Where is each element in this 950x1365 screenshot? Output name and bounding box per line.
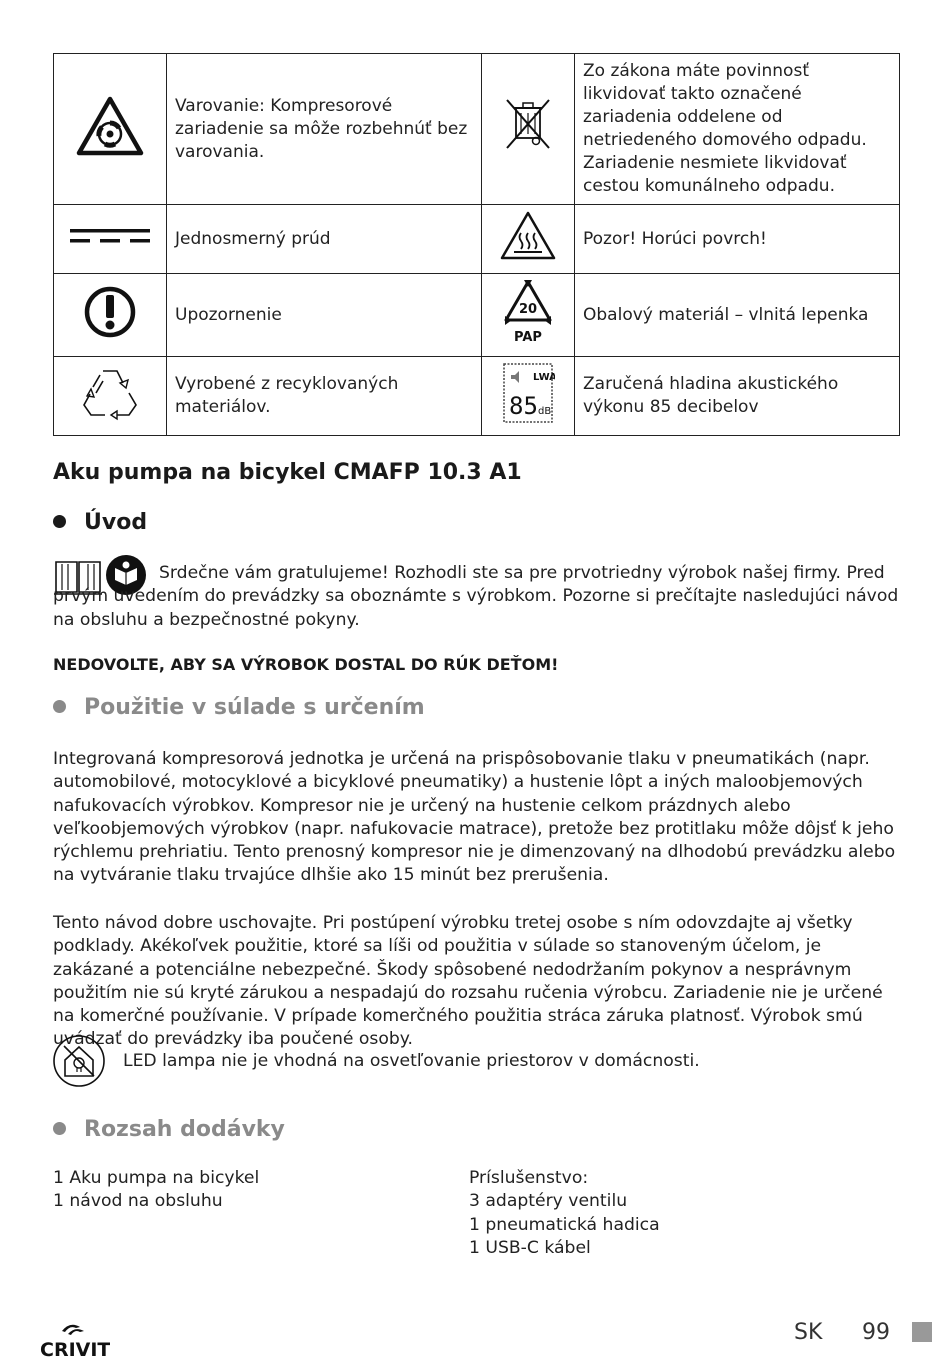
- symbol-description: Upozornenie: [167, 274, 482, 357]
- list-item: 1 návod na obsluhu: [53, 1191, 223, 1212]
- page-number: 99: [862, 1320, 890, 1345]
- page-marker: [912, 1322, 932, 1342]
- intro-paragraph: Srdečne vám gratulujeme! Rozhodli ste sa pre prvotriedny výrobok našej firmy. Pred prvým uvedením do prevádzky sa oboznámte s výrobkom. Pozorne si prečítajte nasledujúci návod na obsluhu a bezpečnostné pokyny.: [53, 563, 899, 630]
- moving-parts-warning-icon: [75, 142, 145, 162]
- icon-cell: [54, 274, 167, 357]
- intended-use-paragraph-2: Tento návod dobre uschovajte. Pri postúpení výrobku tretej osobe s ním odovzdajte aj všetky podklady. Akékoľvek použitie, ktoré sa líši od použitia v súlade so stanoveným účelom, je zakázané a potenciálne nebezpečné. Škody spôsobené nedodržaním pokynov a nesprávnym použitím nie sú kryté zárukou a nespadajú do rozsahu ručenia výrobcu. Zariadenie nie je určené na komerčné používanie. V prípade komerčného použitia stráca záruka platnosť. Výrobok smú uvádzať do prevádzky iba poučené osoby.: [53, 913, 883, 1050]
- symbol-description: Jednosmerný prúd: [167, 205, 482, 274]
- icon-cell: [482, 274, 575, 357]
- heading-text: Úvod: [84, 510, 148, 535]
- symbol-description: Zo zákona máte povinnosť likvidovať takto označené zariadenia oddelene od netriedeného domového odpadu. Zariadenie nesmiete likvidovať cestou komunálneho odpadu.: [575, 54, 900, 205]
- table-row: [54, 54, 900, 205]
- no-household-lighting-icon: [52, 1034, 106, 1092]
- list-item: 1 Aku pumpa na bicykel: [53, 1168, 260, 1188]
- list-item: 1 pneumatická hadica: [469, 1214, 660, 1235]
- recycle-code-number: 20: [518, 301, 538, 317]
- symbol-description: Zaručená hladina akustického výkonu 85 decibelov: [575, 357, 900, 436]
- table-row: [54, 205, 900, 274]
- crivit-logo: [40, 1321, 110, 1365]
- delivery-list-left: [53, 1167, 259, 1214]
- symbols-table: [53, 53, 900, 436]
- icon-cell: [54, 205, 167, 274]
- section-heading-intro: [53, 510, 147, 535]
- symbol-description: Obalový materiál – vlnitá lepenka: [575, 274, 900, 357]
- sound-power-label-icon: [501, 371, 555, 430]
- icon-cell: [54, 357, 167, 436]
- heading-text: Použitie v súlade s určením: [84, 695, 425, 720]
- icon-cell: [482, 357, 575, 436]
- symbol-description: Pozor! Horúci povrch!: [575, 205, 900, 274]
- symbol-description: Varovanie: Kompresorové zariadenie sa môže rozbehnúť bez varovania.: [167, 54, 482, 205]
- recycled-materials-icon: [79, 408, 141, 428]
- product-title: Aku pumpa na bicykel CMAFP 10.3 A1: [53, 460, 522, 485]
- heading-text: Rozsah dodávky: [84, 1117, 285, 1142]
- section-heading-intended-use: [53, 695, 425, 720]
- table-row: [54, 274, 900, 357]
- icon-cell: [482, 54, 575, 205]
- brand-text: CRIVIT: [40, 1339, 110, 1361]
- lwa-label: LWA: [533, 371, 555, 383]
- bullet-icon: [53, 515, 66, 528]
- list-item: 3 adaptéry ventilu: [469, 1191, 628, 1212]
- recycle-code-label: PAP: [514, 329, 542, 345]
- bullet-icon: [53, 1122, 66, 1135]
- delivery-list-right: [469, 1167, 660, 1260]
- led-note: LED lampa nie je vhodná na osvetľovanie priestorov v domácnosti.: [123, 1051, 700, 1071]
- crossed-out-bin-icon: [502, 141, 554, 161]
- intended-use-paragraph-1: Integrovaná kompresorová jednotka je určená na prispôsobovanie tlaku v pneumatikách (napr. automobilové, motocyklové a bicyklové pneumatiky) a hustenie lôpt a iných maloobjemových nafukovacích výrobkov. Kompresor nie je určený na hustenie celkom prázdnych alebo veľkoobjemových výrobkov (napr. nafukovacie matrace), pretože bez protitlaku môže dôjsť k jeho rýchlemu prehriatiu. Tento prenosný kompresor nie je dimenzovaný na dlhodobú prevádzku alebo na vytváranie tlaku trvajúce dlhšie ako 15 minút bez prerušenia.: [53, 749, 896, 886]
- icon-cell: [54, 54, 167, 205]
- symbol-description: Vyrobené z recyklovaných materiálov.: [167, 357, 482, 436]
- section-heading-delivery: [53, 1117, 285, 1142]
- icon-cell: [482, 205, 575, 274]
- sound-value: 85: [509, 391, 538, 420]
- hot-surface-icon: [499, 247, 557, 267]
- children-warning: NEDOVOLTE, ABY SA VÝROBOK DOSTAL DO RÚK DEŤOM!: [53, 655, 559, 674]
- table-row: [54, 357, 900, 436]
- accessories-heading: Príslušenstvo:: [469, 1168, 589, 1188]
- bullet-icon: [53, 700, 66, 713]
- language-code: SK: [794, 1320, 823, 1345]
- list-item: 1 USB-C kábel: [469, 1237, 591, 1258]
- sound-unit: dB: [538, 405, 552, 417]
- recycle-20-pap-icon: [498, 301, 558, 353]
- exclamation-circle-icon: [83, 324, 137, 344]
- direct-current-icon: [68, 231, 152, 251]
